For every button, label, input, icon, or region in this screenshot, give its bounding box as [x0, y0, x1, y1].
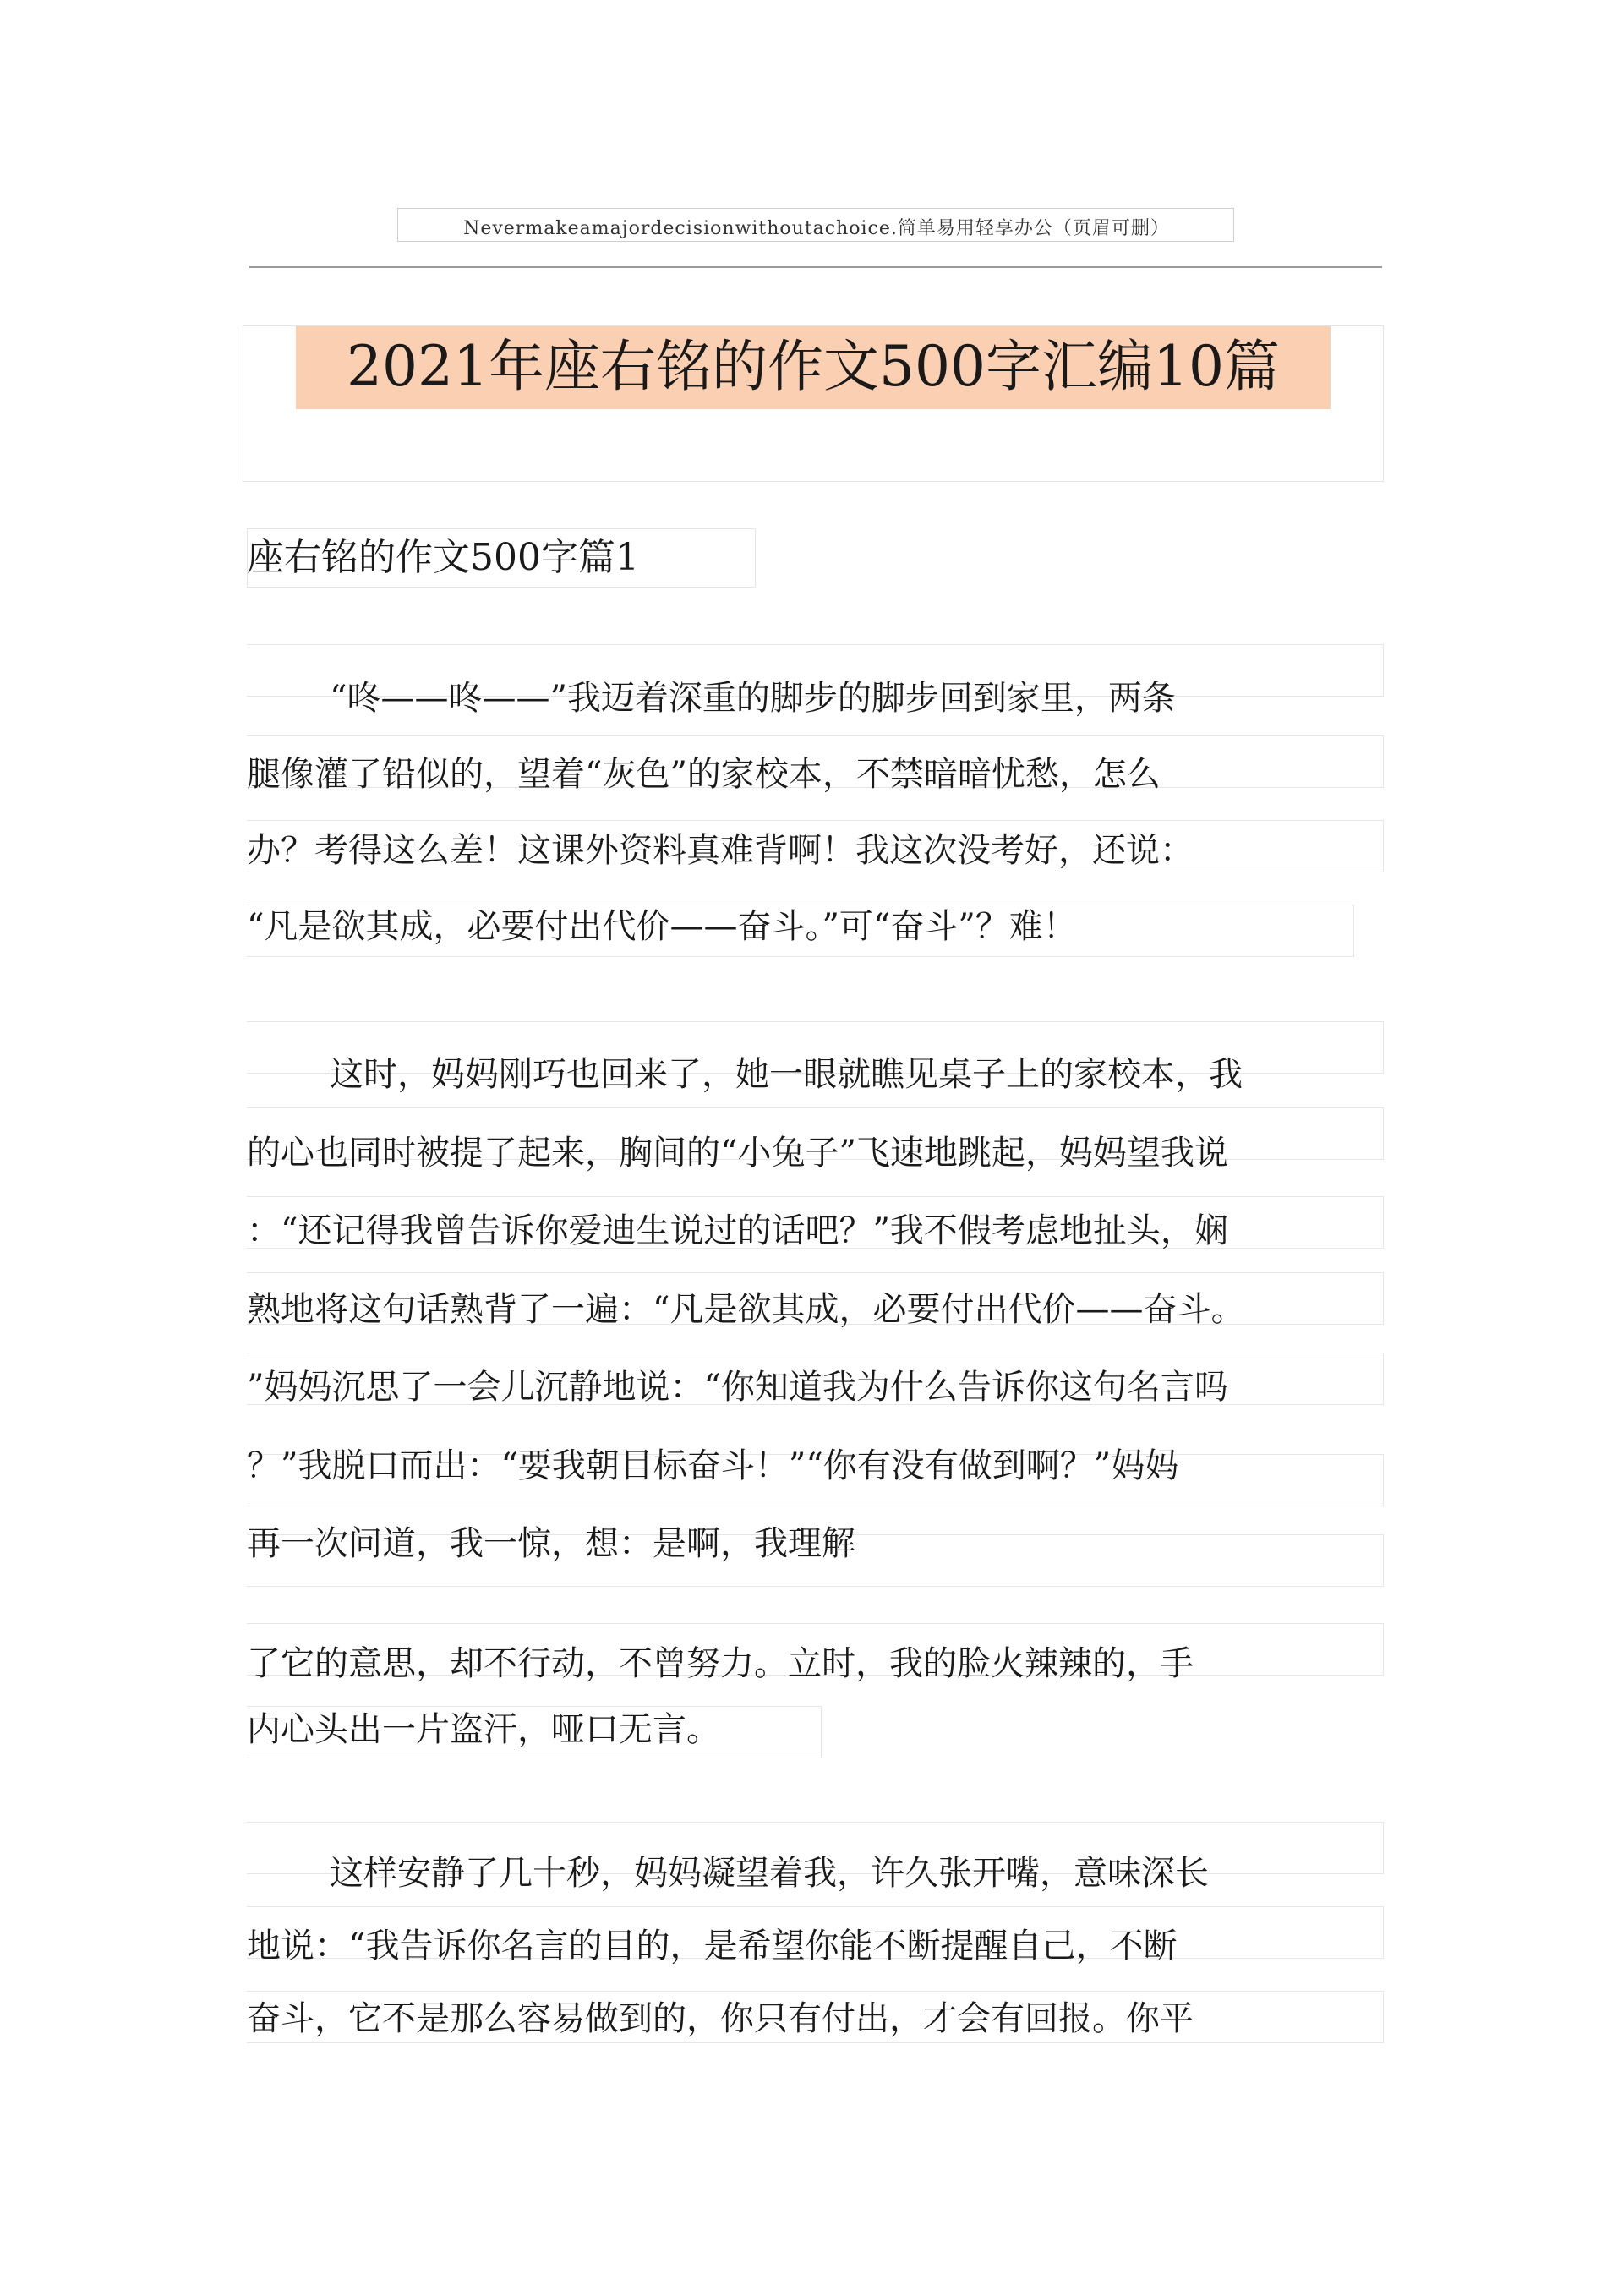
body-line: “咚——咚——”我迈着深重的脚步的脚步回到家里，两条 [330, 679, 1176, 718]
body-line: 了它的意思，却不行动，不曾努力。立时，我的脸火辣辣的，手 [247, 1644, 1194, 1683]
body-line: “凡是欲其成，必要付出代价——奋斗。”可“奋斗”？难！ [247, 907, 1077, 946]
header-divider [249, 266, 1382, 268]
body-line: 的心也同时被提了起来，胸间的“小兔子”飞速地跳起，妈妈望我说 [247, 1134, 1228, 1173]
body-line: ？”我脱口而出：“要我朝目标奋斗！”“你有没有做到啊？”妈妈 [247, 1446, 1179, 1485]
document-title: 2021年座右铭的作文500字汇编10篇 [347, 334, 1280, 399]
body-line: 奋斗，它不是那么容易做到的，你只有付出，才会有回报。你平 [247, 1999, 1194, 2038]
body-line: 这样安静了几十秒，妈妈凝望着我，许久张开嘴，意味深长 [330, 1854, 1209, 1893]
body-line: 再一次问道，我一惊，想：是啊，我理解 [247, 1524, 855, 1563]
header-box [397, 208, 1234, 242]
body-line: ”妈妈沉思了一会儿沉静地说：“你知道我为什么告诉你这句名言吗 [247, 1368, 1228, 1407]
body-line: 熟地将这句话熟背了一遍：“凡是欲其成，必要付出代价——奋斗。 [247, 1290, 1245, 1329]
body-line: 办？考得这么差！这课外资料真难背啊！我这次没考好，还说： [247, 831, 1194, 870]
body-line: ：“还记得我曾告诉你爱迪生说过的话吧？”我不假考虑地扯头，娴 [247, 1211, 1228, 1250]
body-line: 这时，妈妈刚巧也回来了，她一眼就瞧见桌子上的家校本，我 [330, 1055, 1243, 1094]
section-title: 座右铭的作文500字篇1 [247, 536, 639, 579]
page-header-text: Nevermakeamajordecisionwithoutachoice.简单易用轻享办公（页眉可删） [463, 218, 1170, 239]
body-line: 地说：“我告诉你名言的目的，是希望你能不断提醒自己，不断 [247, 1927, 1178, 1965]
body-line: 腿像灌了铅似的，望着“灰色”的家校本，不禁暗暗忧愁，怎么 [247, 755, 1161, 794]
body-line: 内心头出一片盗汗，哑口无言。 [247, 1710, 720, 1749]
